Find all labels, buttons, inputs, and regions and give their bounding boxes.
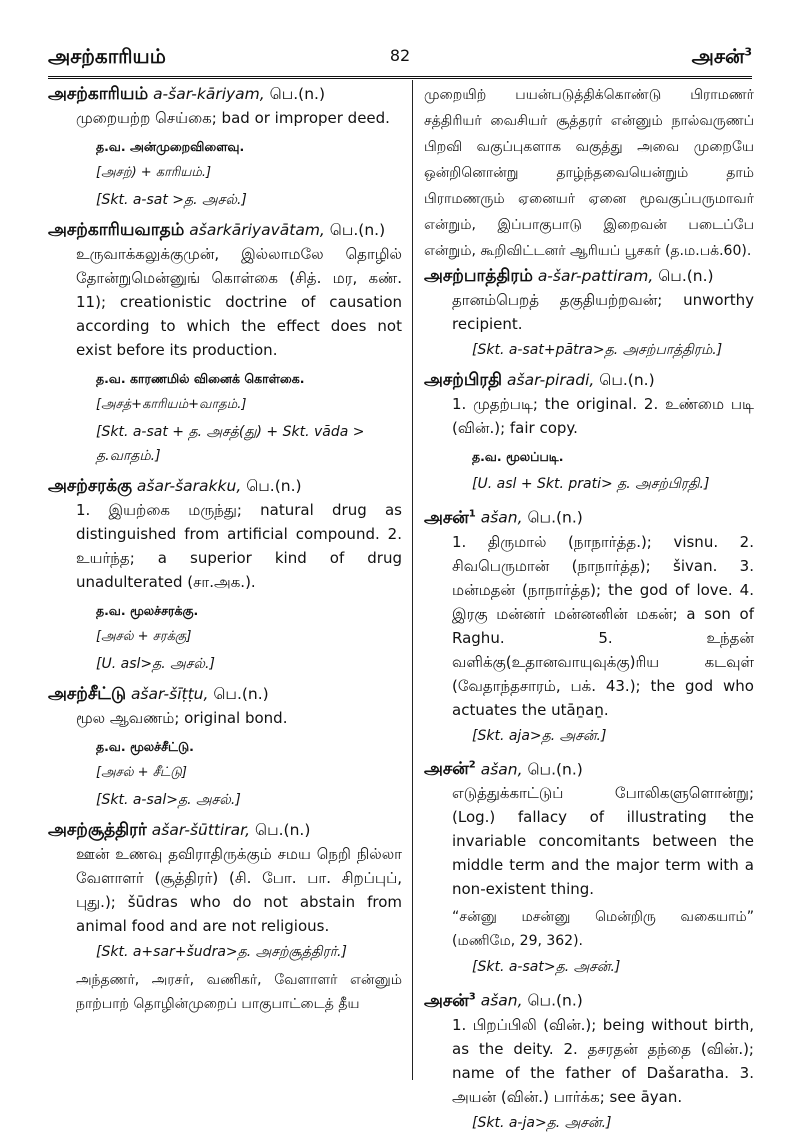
entry-definition: 1. இயற்கை மருந்து; natural drug as distinguished from artificial compound. 2. உயர்ந்த; a superior kind of drug unadulterated (சா.அக.).	[76, 501, 402, 591]
running-head-left: அசற்காரியம்	[48, 44, 166, 68]
dictionary-entry	[424, 754, 754, 980]
part-of-speech: பெ.(n.)	[246, 477, 302, 495]
entry-etymology: [அசல் + சீட்டு]	[96, 765, 187, 780]
entry-headline	[424, 754, 754, 782]
entry-source: [Skt. a-sat+pātra>த. அசற்பாத்திரம்.]	[472, 342, 723, 358]
entry-source: [Skt. a-sat >த. அசல்.]	[96, 192, 247, 208]
dictionary-entry	[48, 82, 402, 212]
entry-note: த.வ. காரணமில் வினைக் கொள்கை.	[96, 371, 305, 386]
headword: அசற்பிரதி	[424, 370, 503, 390]
dictionary-entry	[48, 218, 402, 468]
headword	[424, 508, 476, 528]
dictionary-entry	[424, 368, 754, 496]
headword-text: அசன்	[424, 759, 469, 780]
headword: அசற்சீட்டு	[48, 684, 126, 704]
entry-source: [Skt. a-sal>த. அசல்.]	[96, 792, 241, 808]
column-divider	[412, 80, 413, 1080]
entry-definition: 1. பிறப்பிலி (வின்.); being without birth, as the deity. 2. தசரதன் தந்தை (வின்.); name of the father of Dašaratha. 3. அயன் (வின்.) பார்க்க; see āyan.	[452, 1015, 754, 1106]
dictionary-entry	[48, 474, 402, 676]
page-number: 82	[389, 46, 411, 65]
headword-text: அசன்	[424, 990, 469, 1011]
transliteration: ašan,	[480, 760, 523, 779]
entry-source: [Skt. a-ja>த. அசன்.]	[472, 1114, 612, 1131]
transliteration: ašan,	[480, 508, 523, 527]
dictionary-entry	[424, 264, 754, 362]
entry-source: [Skt. a-sat>த. அசன்.]	[472, 959, 621, 976]
running-head-right	[692, 44, 752, 71]
entry-headline	[48, 218, 402, 242]
entry-headline	[48, 474, 402, 498]
dictionary-entry	[424, 985, 754, 1135]
headword: அசற்சரக்கு	[48, 476, 132, 496]
part-of-speech: பெ.(n.)	[658, 267, 714, 285]
headword	[424, 759, 476, 779]
transliteration: ašar-piradi,	[507, 371, 595, 389]
entry-headline	[48, 82, 402, 106]
entry-etymology: [அசற்) + காரியம்.]	[96, 165, 212, 180]
transliteration: ašan,	[480, 991, 523, 1010]
headword: அசற்காரியவாதம்	[48, 220, 185, 240]
entry-headline	[48, 818, 402, 842]
part-of-speech: பெ.(n.)	[213, 685, 269, 703]
entry-source: [Skt. aja>த. அசன்.]	[472, 727, 607, 744]
entry-headline	[424, 502, 754, 530]
headword: அசற்பாத்திரம்	[424, 266, 533, 286]
entry-etymology: [அசல் + சரக்கு]	[96, 629, 192, 644]
entry-definition: உருவாக்கலுக்குமுன், இல்லாமலே தொழில் தோன்றுமென்னுங் கொள்கை (சித். மர, கண். 11); creationistic doctrine of causation according to which the effect does not exist before its production.	[76, 245, 402, 359]
part-of-speech: பெ.(n.)	[527, 760, 583, 779]
entry-source: [Skt. a-sat + த. அசத்(து) + Skt. vāda > த.வாதம்.]	[96, 424, 365, 464]
headword	[424, 991, 476, 1011]
homonym-number: 3	[468, 991, 476, 1003]
entry-etymology: [அசத்+காரியம்+வாதம்.]	[96, 397, 247, 412]
entry-note: த.வ. மூலச்சீட்டு.	[96, 739, 194, 754]
entry-definition: முறையற்ற செய்கை; bad or improper deed.	[76, 109, 390, 127]
entry-headline	[424, 264, 754, 288]
entry-source: [U. asl + Skt. prati> த. அசற்பிரதி.]	[472, 476, 710, 492]
part-of-speech: பெ.(n.)	[599, 371, 655, 389]
homonym-number: 2	[468, 759, 476, 771]
dictionary-entry	[48, 818, 402, 1016]
continued-commentary: முறையிற் பயன்படுத்திக்கொண்டு பிராமணர் சத்திரியர் வைசியர் சூத்தரர் என்னும் நால்வருணப் பிறவி வகுப்புகளாக வகுத்து அவை முறையே ஒன்றினொன்று தாழ்ந்தவையென்றும் தாம் பிராமணரும் ஏனையர் ஏனை மூவகுப்பருமாவர் என்றும், இப்பாகுபாடு இறைவன் படைப்பே என்றும், கூறிவிட்டனர் ஆரியப் பூசகர் (த.ம.பக்.60).	[424, 87, 754, 259]
part-of-speech: பெ.(n.)	[527, 508, 583, 527]
part-of-speech: பெ.(n.)	[329, 221, 386, 239]
part-of-speech: பெ.(n.)	[255, 821, 311, 839]
transliteration: ašar-šīṭṭu,	[130, 685, 209, 703]
entry-source: [Skt. a+sar+šudra>த. அசற்சூத்திரர்.]	[96, 944, 347, 960]
transliteration: ašarkāriyavātam,	[189, 221, 325, 239]
entry-quotation: “சன்னு மசன்னு மென்றிரு வகையாம்” (மணிமே, 29, 362).	[452, 909, 754, 950]
headword: அசற்சூத்திரர்	[48, 820, 147, 840]
headword-text: அசன்	[424, 507, 469, 528]
entry-definition: 1. திருமால் (நாநார்த்த.); visnu. 2. சிவபெருமான் (நாநார்த்த); šivan. 3. மன்மதன் (நாநார்த்த); the god of love. 4. இரகு மன்னர் மன்னனின் மகன்; a son of Raghu. 5. உந்தன் வளிக்கு(உதானவாயுவுக்கு)ரிய கடவுள் (வேதாந்தசாரம், பக். 43.); the god who actuates the utāṉaṉ.	[452, 532, 754, 719]
dictionary-entry	[48, 682, 402, 812]
entry-headline	[424, 985, 754, 1013]
right-column	[424, 82, 754, 1141]
running-head	[48, 40, 752, 80]
transliteration: a-šar-kāriyam,	[153, 85, 265, 103]
headword: அசற்காரியம்	[48, 84, 149, 104]
running-head-right-word: அசன்	[691, 44, 745, 68]
header-rule	[48, 76, 752, 79]
entry-definition: எடுத்துக்காட்டுப் போலிகளுளொன்று; (Log.) fallacy of illustrating the invariable concomitants between the middle term and the major term with a non-existent thing.	[452, 784, 754, 899]
entry-note: த.வ. மூலச்சரக்கு.	[96, 603, 199, 618]
transliteration: ašar-šūttirar,	[151, 821, 251, 839]
running-head-right-sup: 3	[744, 45, 752, 59]
entry-note: த.வ. மூலப்படி.	[472, 449, 564, 464]
entry-definition: 1. முதற்படி; the original. 2. உண்மை படி (வின்.); fair copy.	[452, 395, 754, 437]
entry-definition: ஊன் உணவு தவிராதிருக்கும் சமய நெறி நில்லா வேளாளர் (சூத்திரர்) (சி. போ. பா. சிறப்புப், புது.); šūdras who do not abstain from animal food and are not religious.	[76, 845, 402, 935]
entry-commentary: அந்தணர், அரசர், வணிகர், வேளாளர் என்னும் நாற்பாற் தொழின்முறைப் பாகுபாட்டைத் தீய	[76, 972, 402, 1012]
homonym-number: 1	[468, 508, 476, 519]
part-of-speech: பெ.(n.)	[527, 991, 583, 1010]
entry-note: த.வ. அன்முறைவிளைவு.	[96, 139, 245, 154]
dictionary-entry	[424, 502, 754, 748]
entry-headline	[48, 682, 402, 706]
part-of-speech: பெ.(n.)	[269, 85, 326, 103]
entry-source: [U. asl>த. அசல்.]	[96, 656, 215, 672]
entry-headline	[424, 368, 754, 392]
entry-definition: மூல ஆவணம்; original bond.	[76, 709, 288, 727]
transliteration: ašar-šarakku,	[136, 477, 242, 495]
transliteration: a-šar-pattiram,	[537, 267, 654, 285]
left-column	[48, 82, 402, 1022]
entry-definition: தானம்பெறத் தகுதியற்றவன்; unworthy recipient.	[452, 291, 754, 333]
